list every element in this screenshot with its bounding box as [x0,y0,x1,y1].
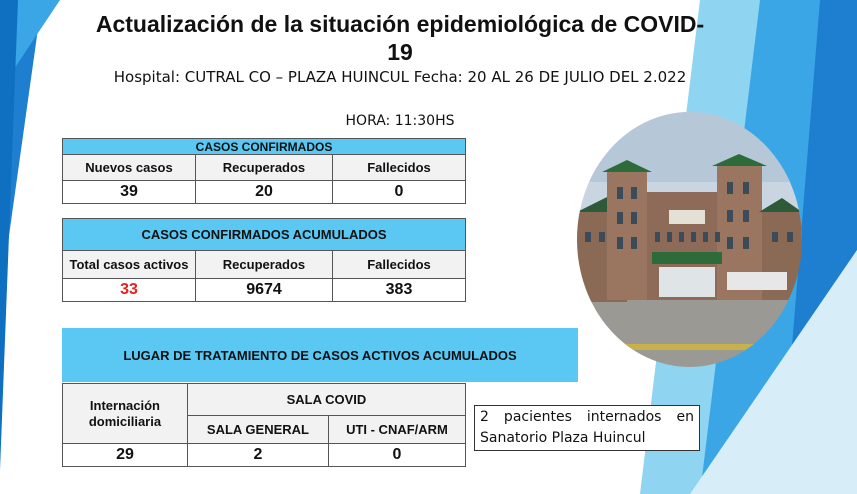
column-header: Recuperados [195,251,332,279]
accumulated-deaths-value: 383 [333,279,466,302]
column-header: Recuperados [195,155,332,181]
accumulated-cases-table [62,218,466,302]
column-header: Fallecidos [333,155,466,181]
page-title: Actualización de la situación epidemiológica de COVID-19 [95,11,705,65]
active-cases-value: 33 [63,279,196,302]
covid-ward-header: SALA COVID [187,384,465,416]
recovered-value: 20 [195,181,332,204]
treatment-location-table [62,383,466,467]
new-cases-value: 39 [63,181,196,204]
accumulated-cases-header: CASOS CONFIRMADOS ACUMULADOS [63,219,466,251]
report-time: HORA: 11:30HS [345,113,455,129]
confirmed-cases-table [62,138,466,204]
icu-header: UTI - CNAF/ARM [328,416,465,444]
confirmed-cases-header: CASOS CONFIRMADOS [63,139,466,155]
icu-value: 0 [328,444,465,467]
general-ward-value: 2 [187,444,328,467]
general-ward-header: SALA GENERAL [187,416,328,444]
column-header: Fallecidos [333,251,466,279]
page-subtitle: Hospital: CUTRAL CO – PLAZA HUINCUL Fecha: 20 AL 26 DE JULIO DEL 2.022 [113,68,687,86]
accumulated-recovered-value: 9674 [195,279,332,302]
deaths-value: 0 [333,181,466,204]
home-hospitalization-header: Internación domiciliaria [63,384,188,444]
patients-note: 2 pacientes internados en Sanatorio Plaza Huincul [474,405,700,451]
column-header: Total casos activos [63,251,196,279]
column-header: Nuevos casos [63,155,196,181]
home-hospitalization-value: 29 [63,444,188,467]
treatment-location-header: LUGAR DE TRATAMIENTO DE CASOS ACTIVOS ACUMULADOS [62,328,578,382]
hospital-photo [577,112,802,367]
